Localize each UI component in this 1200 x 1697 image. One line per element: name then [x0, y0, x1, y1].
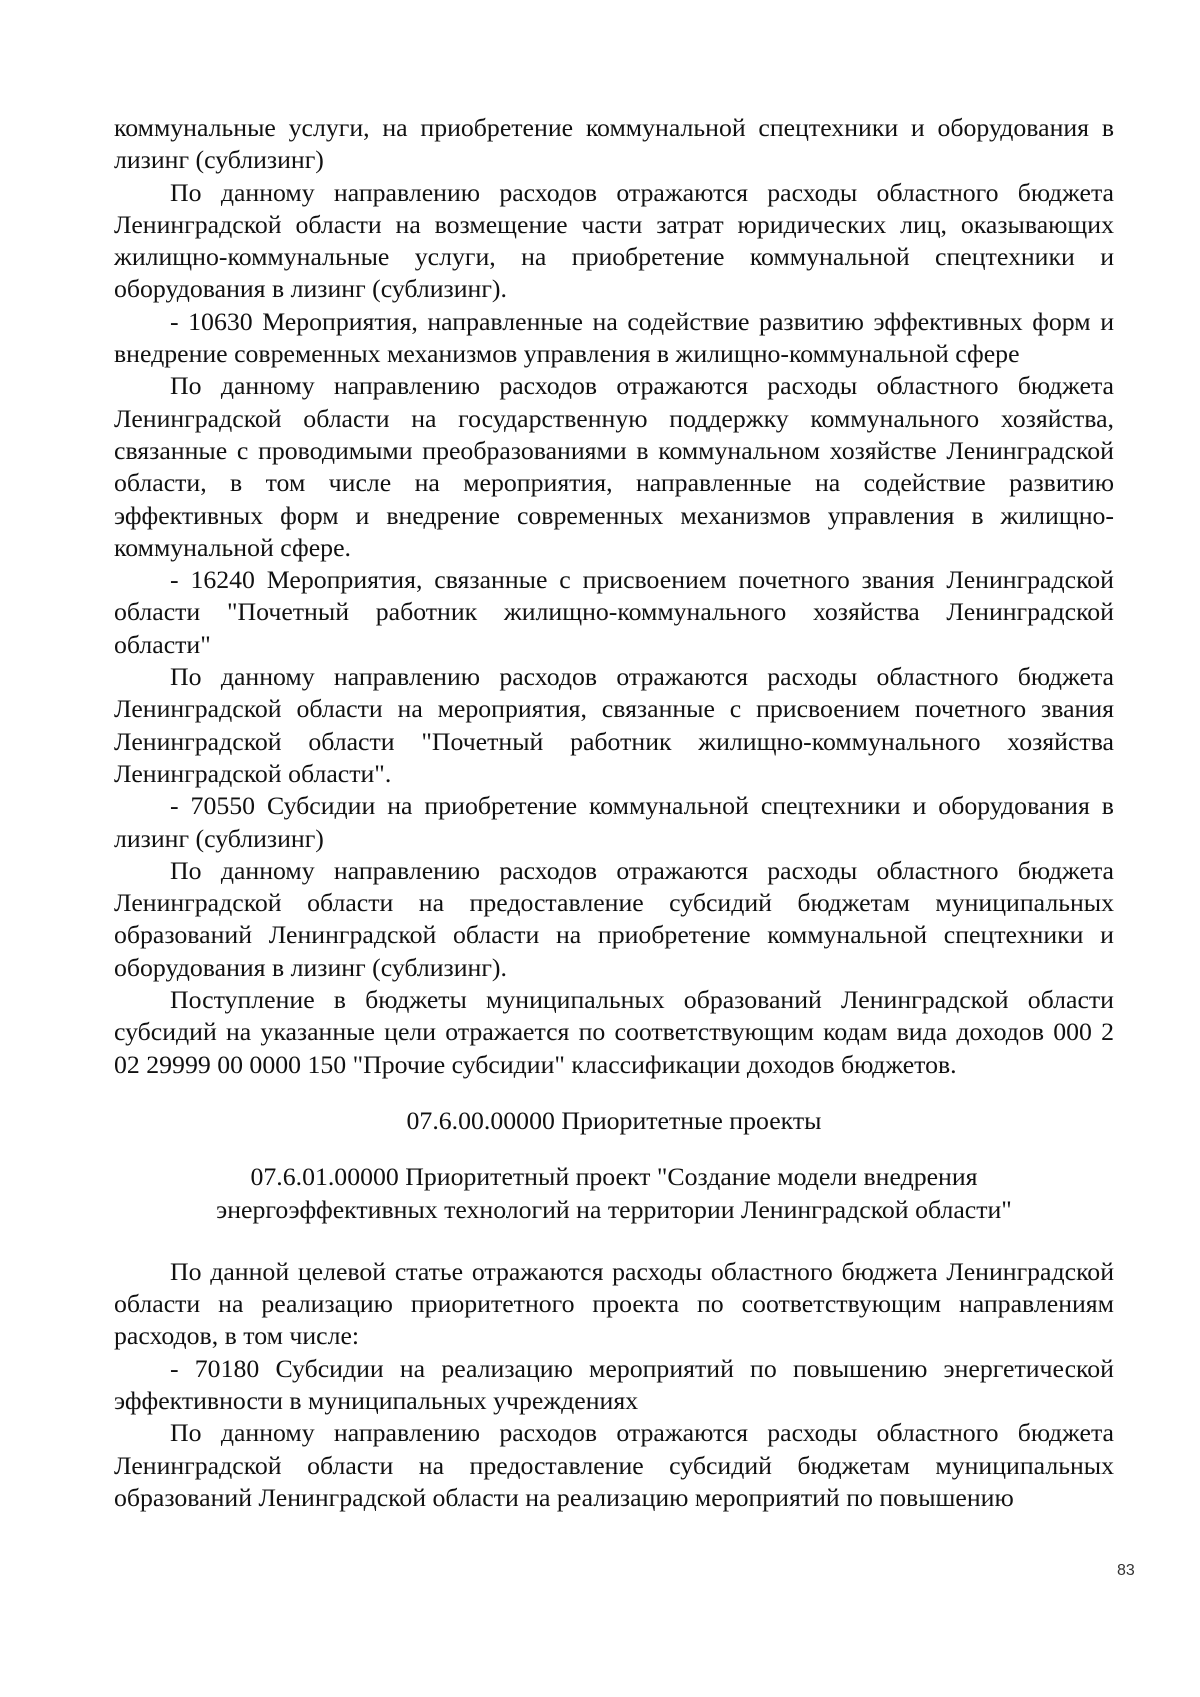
paragraph-description: По данной целевой статье отражаются расходы областного бюджета Ленинградской области на реализацию приоритетного проекта по соответствующим направлениям расходов, в том числе:: [114, 1256, 1114, 1351]
expense-item-70180: - 70180 Субсидии на реализацию мероприятий по повышению энергетической эффективности в муниципальных учреждениях: [114, 1353, 1114, 1415]
page-number: 83: [1117, 1562, 1135, 1579]
paragraph-income-note: Поступление в бюджеты муниципальных образований Ленинградской области субсидий на указанные цели отражается по соответствующим кодам вида доходов 000 2 02 29999 00 0000 150 "Прочие субсидии" классификации доходов бюджетов.: [114, 985, 1114, 1079]
section-heading: 07.6.00.00000 Приоритетные проекты: [406, 1105, 822, 1135]
paragraph-description: По данному направлению расходов отражаются расходы областного бюджета Ленинградской области на предоставление субсидий бюджетам муниципальных образований Ленинградской области на приобретение коммунальной спецтехники и оборудования в лизинг (сублизинг).: [114, 855, 1114, 982]
expense-item-10630: - 10630 Мероприятия, направленные на содействие развитию эффективных форм и внедрение современных механизмов управления в жилищно-коммунальной сфере: [114, 306, 1114, 369]
expense-item-16240: - 16240 Мероприятия, связанные с присвоением почетного звания Ленинградской области "Почетный работник жилищно-коммунального хозяйства Ленинградской области": [114, 565, 1114, 659]
paragraph-continuation: коммунальные услуги, на приобретение коммунальной спецтехники и оборудования в лизинг (сублизинг): [114, 113, 1114, 175]
subsection-heading: 07.6.01.00000 Приоритетный проект "Создание модели внедрения энергоэффективных технологий на территории Ленинградской области": [216, 1162, 1012, 1224]
expense-item-70550: - 70550 Субсидии на приобретение коммунальной спецтехники и оборудования в лизинг (сублизинг): [114, 791, 1114, 853]
paragraph-description: По данному направлению расходов отражаются расходы областного бюджета Ленинградской области на предоставление субсидий бюджетам муниципальных образований Ленинградской области на реализацию мероприятий по повышению: [114, 1418, 1114, 1512]
paragraph-description: По данному направлению расходов отражаются расходы областного бюджета Ленинградской области на государственную поддержку коммунального хозяйства, связанные с проводимыми преобразованиями в коммунальном хозяйстве Ленинградской области, в том числе на мероприятия, направленные на содействие развитию эффективных форм и внедрение современных механизмов управления в жилищно-коммунальной сфере.: [114, 371, 1114, 562]
paragraph-description: По данному направлению расходов отражаются расходы областного бюджета Ленинградской области на мероприятия, связанные с присвоением почетного звания Ленинградской области "Почетный работник жилищно-коммунального хозяйства Ленинградской области".: [114, 662, 1114, 788]
document-page: [114, 112, 1114, 1514]
paragraph-description: По данному направлению расходов отражаются расходы областного бюджета Ленинградской области на возмещение части затрат юридических лиц, оказывающих жилищно-коммунальные услуги, на приобретение коммунальной спецтехники и оборудования в лизинг (сублизинг).: [114, 177, 1114, 304]
